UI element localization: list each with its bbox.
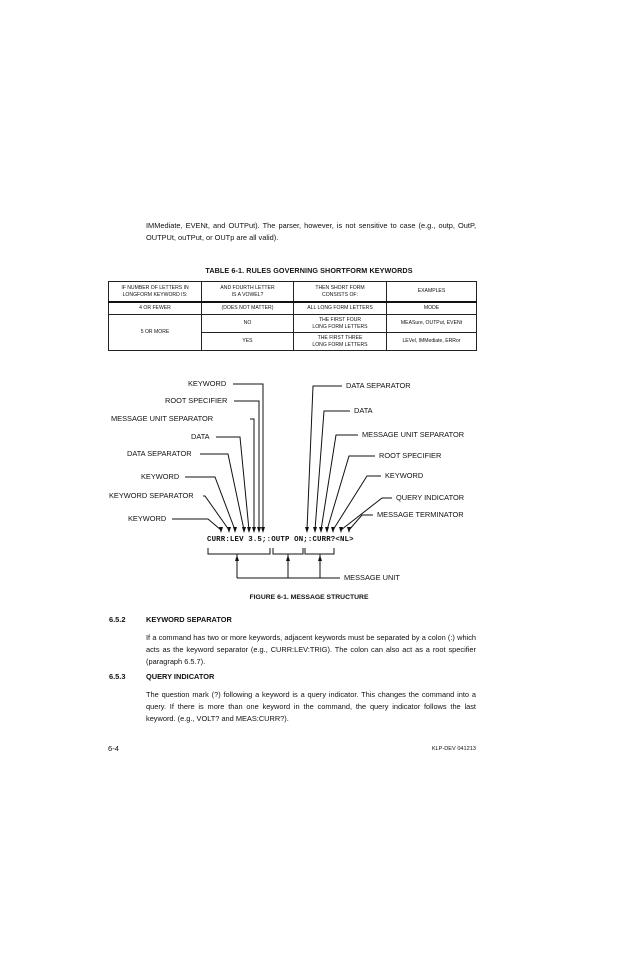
leader-line (203, 496, 229, 530)
section-number: 6.5.3 (109, 672, 126, 681)
document-id: KLP-DEV 041213 (431, 746, 476, 752)
command-example: CURR:LEV 3.5;:OUTP ON;:CURR?<NL> (207, 536, 354, 544)
leader-line (349, 515, 373, 530)
label-message-unit: MESSAGE UNIT (344, 573, 400, 582)
label-keyword-separator: KEYWORD SEPARATOR (109, 491, 194, 500)
label-message-unit-separator: MESSAGE UNIT SEPARATOR (362, 430, 465, 439)
section-number: 6.5.2 (109, 615, 126, 624)
table-cell: MODE (387, 302, 477, 315)
table-cell: 4 OR FEWER (109, 302, 202, 315)
section-body: If a command has two or more keywords, adjacent keywords must be separated by a colon (:) which acts as the keyword separator (e.g., CURR:LEV:TRIG). The colon can also act as a root specifier (paragraph 6.5.7). (146, 633, 476, 666)
table-header-cell: EXAMPLES (387, 282, 477, 303)
label-root-specifier: ROOT SPECIFIER (165, 396, 228, 405)
table-title: TABLE 6-1. RULES GOVERNING SHORTFORM KEYWORDS (205, 266, 413, 275)
table-cell: LEVel, IMMediate, ERRor (387, 333, 477, 351)
leader-line (172, 519, 221, 530)
label-data-separator: DATA SEPARATOR (346, 381, 411, 390)
table-cell: MEASure, OUTPut, EVENt (387, 315, 477, 333)
message-unit-bracket (305, 548, 334, 554)
label-keyword: KEYWORD (188, 379, 227, 388)
table-cell: 5 OR MORE (109, 315, 202, 351)
section-title: QUERY INDICATOR (146, 672, 215, 681)
leader-line (321, 435, 358, 530)
message-unit-bracket (273, 548, 303, 554)
label-query-indicator: QUERY INDICATOR (396, 493, 465, 502)
label-data: DATA (354, 406, 373, 415)
label-root-specifier: ROOT SPECIFIER (379, 451, 442, 460)
table-cell: THE FIRST THREE LONG FORM LETTERS (294, 333, 387, 351)
table-cell: THE FIRST FOUR LONG FORM LETTERS (294, 315, 387, 333)
leader-line (216, 437, 249, 530)
section-title: KEYWORD SEPARATOR (146, 615, 232, 624)
table-header-cell: THEN SHORT FORM CONSISTS OF: (294, 282, 387, 303)
table-header-cell: AND FOURTH LETTER IS A VOWEL? (202, 282, 294, 303)
label-message-terminator: MESSAGE TERMINATOR (377, 510, 464, 519)
leader-line (250, 419, 254, 530)
leader-line (327, 456, 375, 530)
label-message-unit-separator: MESSAGE UNIT SEPARATOR (111, 414, 214, 423)
intro-paragraph: IMMediate, EVENt, and OUTPut). The parser, however, is not sensitive to case (e.g., outp, OutP, OUTPUt, ouTPut, or OUTp are all valid). (146, 221, 476, 242)
label-keyword: KEYWORD (385, 471, 424, 480)
label-data-separator: DATA SEPARATOR (127, 449, 192, 458)
table-cell: YES (202, 333, 294, 351)
table-header-cell: IF NUMBER OF LETTERS IN LONGFORM KEYWORD IS: (109, 282, 202, 303)
section-body: The question mark (?) following a keyword is a query indicator. This changes the command into a query. If there is more than one keyword in the command, the query indicator follows the last keyword. (e.g., VOLT? and MEAS:CURR?). (146, 690, 476, 723)
page-number: 6-4 (108, 744, 119, 753)
label-keyword: KEYWORD (141, 472, 180, 481)
leader-line (234, 401, 259, 530)
message-unit-bracket (208, 548, 270, 554)
label-keyword: KEYWORD (128, 514, 167, 523)
table-cell: ALL LONG FORM LETTERS (294, 302, 387, 315)
label-data: DATA (191, 432, 210, 441)
table-cell: NO (202, 315, 294, 333)
figure-caption: FIGURE 6-1. MESSAGE STRUCTURE (249, 594, 369, 601)
table-cell: (DOES NOT MATTER) (202, 302, 294, 315)
